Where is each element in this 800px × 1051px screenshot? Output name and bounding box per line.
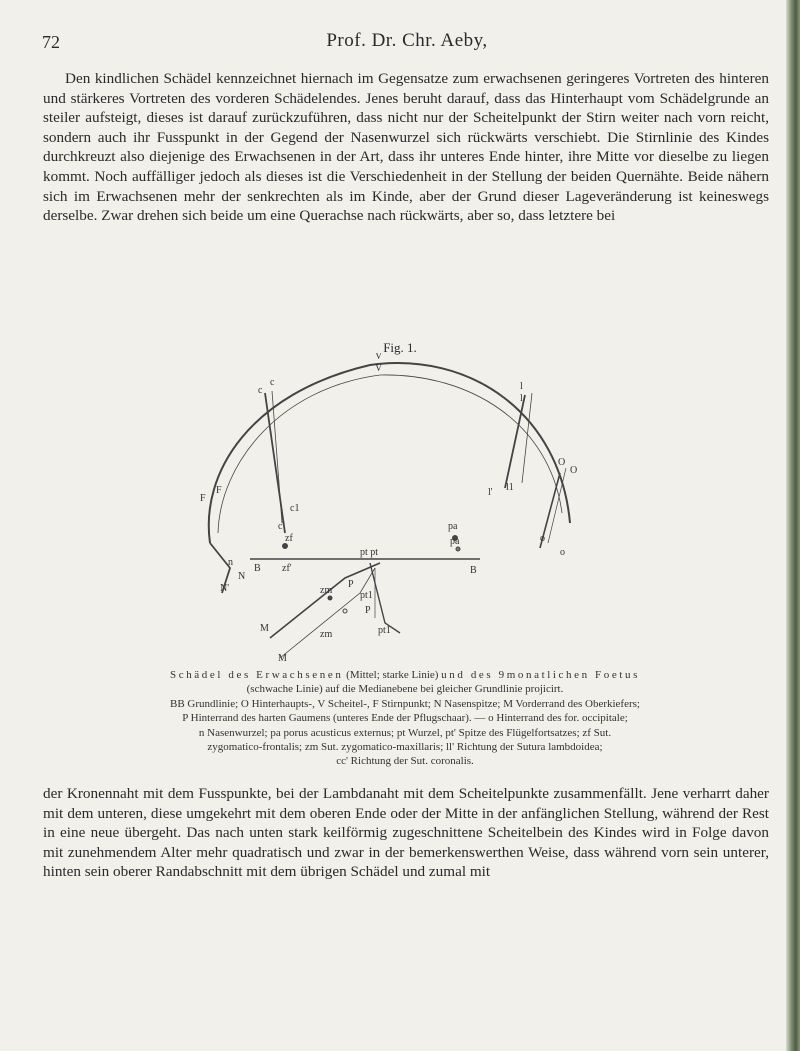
fig-label-M-outer: M [260, 623, 269, 634]
caption-adult-note: (Mittel; starke Linie) [343, 669, 442, 681]
fig-label-o-outer: o [540, 533, 545, 544]
fig-label-zm-inner: zm [320, 629, 333, 640]
fig-label-pt1-lower: pt1 [378, 625, 391, 636]
running-head: Prof. Dr. Chr. Aeby, [326, 30, 488, 51]
fig-label-pt1: pt1 [360, 590, 373, 601]
caption-line-2: (schwache Linie) auf die Medianebene bei gleicher Grundlinie projicirt. [246, 683, 564, 696]
lambdoid-line-adult [505, 395, 525, 488]
body-paragraph-1: Den kindlichen Schädel kennzeichnet hiernach im Gegensatze zum erwachsenen geringeres Vortreten des hinteren und stärkeres Vortreten des vorderen Schädelendes. Jenes beruht darauf, dass das Hinterhaupt vom Schädelgrunde an steiler aufsteigt, dieses ist darauf zurückzuführen, dass nicht nur der Scheitelpunkt der Stirn weiter nach vorn reicht, sondern auch ihr Fusspunkt in der Gegend der Nasenwurzel sich rückwärts verschiebt. Die Stirnlinie des Kindes durchkreuzt also diejenige des Erwachsenen in der Art, dass ihr unteres Ende hinter, ihre Mitte vor dieselbe zu liegen kommt. Noch auffälliger jedoch als dieses ist die Verschiedenheit in der Stellung der beiden Quernähte. Beide nähern sich im Erwachsenen mehr der senkrechten als im Kinde, aber der Grund dieser Lageveränderung ist keineswegs derselbe. Zwar drehen sich beide um eine Querachse nach rückwärts, aber so, dass letztere bei [43, 70, 769, 225]
fig-label-N: N [238, 571, 246, 582]
fig-label-c-prime: c' [278, 521, 285, 532]
maxilla-line-fetus [280, 568, 375, 658]
caption-line-5: n Nasenwurzel; pa porus acusticus externus; pt Wurzel, pt' Spitze des Flügelfortsatzes; zf Sut. [198, 726, 612, 739]
fig-label-M-inner: M [278, 653, 287, 664]
caption-line-1 [60, 668, 750, 682]
body-paragraph-2: der Kronennaht mit dem Fusspunkte, bei der Lambdanaht mit dem Scheitelpunkte zusammenfällt. Jene verharrt daher mit dem unteren, diese umgekehrt mit dem oberen Ende oder der Mitte in der anfänglichen Stellung, während der Rest in eine neue übergeht. Das nach unten stark keilförmig zugeschnittene Scheitelbein des Kindes wird in Folge davon mit zunehmendem Alter mehr quadratisch und zwar in der bemerkenswerthen Weise, dass während vorn sein unterer, hinten sein oberer Randabschnitt mit dem übrigen Schädel und zumal mit [43, 785, 769, 881]
zf-point [283, 544, 288, 549]
fig-label-pt-pt: pt pt [360, 547, 379, 558]
pa-point-fetus [456, 547, 460, 551]
fig-label-c1: c1 [290, 503, 300, 514]
fig-label-n: n [228, 557, 233, 568]
fig-label-l-inner: l [520, 393, 523, 404]
fig-label-B-right: B [470, 565, 477, 576]
fig-label-B-left: B [254, 563, 261, 574]
skull-projection-figure [170, 353, 610, 665]
page-edge [786, 0, 800, 1051]
page-number: 72 [42, 32, 60, 52]
fig-label-l1: l1 [506, 482, 514, 493]
coronal-line-adult [265, 393, 285, 533]
caption-line-6: zygomatico-frontalis; zm Sut. zygomatico-maxillaris; ll' Richtung der Sutura lambdoidea; [207, 741, 603, 754]
zm-point [328, 596, 332, 600]
fig-label-zf-prime: zf' [282, 563, 292, 574]
fig-label-F-inner: F [216, 485, 222, 496]
caption-fetus: und des 9monatlichen Foetus [441, 669, 640, 681]
fig-label-c-inner: c [270, 377, 275, 388]
fig-label-O-outer: O [558, 457, 566, 468]
fig-label-zf: zf [285, 533, 293, 544]
fig-label-pa-outer: pa [448, 521, 458, 532]
fig-label-O-inner: O [570, 465, 578, 476]
fig-label-c-outer: c [258, 385, 263, 396]
fig-label-P: P [348, 579, 354, 590]
fig-label-l-prime: l' [488, 487, 493, 498]
caption-line-3: BB Grundlinie; O Hinterhaupts-, V Scheitel-, F Stirnpunkt; N Nasenspitze; M Vorderrand des Oberkiefers; [170, 697, 640, 710]
figure-caption [60, 668, 750, 769]
caption-line-7: cc' Richtung der Sut. coronalis. [336, 755, 474, 768]
fig-label-V-inner: V [375, 363, 383, 374]
pterygoid-line [370, 563, 400, 633]
zm-point-fetus [343, 609, 347, 613]
fig-label-l-outer: l [520, 381, 523, 392]
fig-label-F-outer: F [200, 493, 206, 504]
adult-skull-outline [209, 363, 570, 543]
fig-label-V-outer: V [375, 353, 383, 362]
fig-label-N-prime: N' [220, 583, 230, 594]
fig-label-zm: zm [320, 585, 333, 596]
page-header [42, 30, 772, 56]
fig-label-o-inner: o [560, 547, 565, 558]
fig-label-P-lower: P [365, 605, 371, 616]
caption-line-4: P Hinterrand des harten Gaumens (unteres Ende der Pflugschaar). — o Hinterrand des for. occipitale; [182, 712, 628, 725]
caption-adult: Schädel des Erwachsenen [170, 669, 344, 681]
fig-label-pa-inner: pa [450, 536, 460, 547]
figure-label: Fig. 1. [383, 340, 417, 355]
fetus-skull-outline [218, 375, 562, 533]
